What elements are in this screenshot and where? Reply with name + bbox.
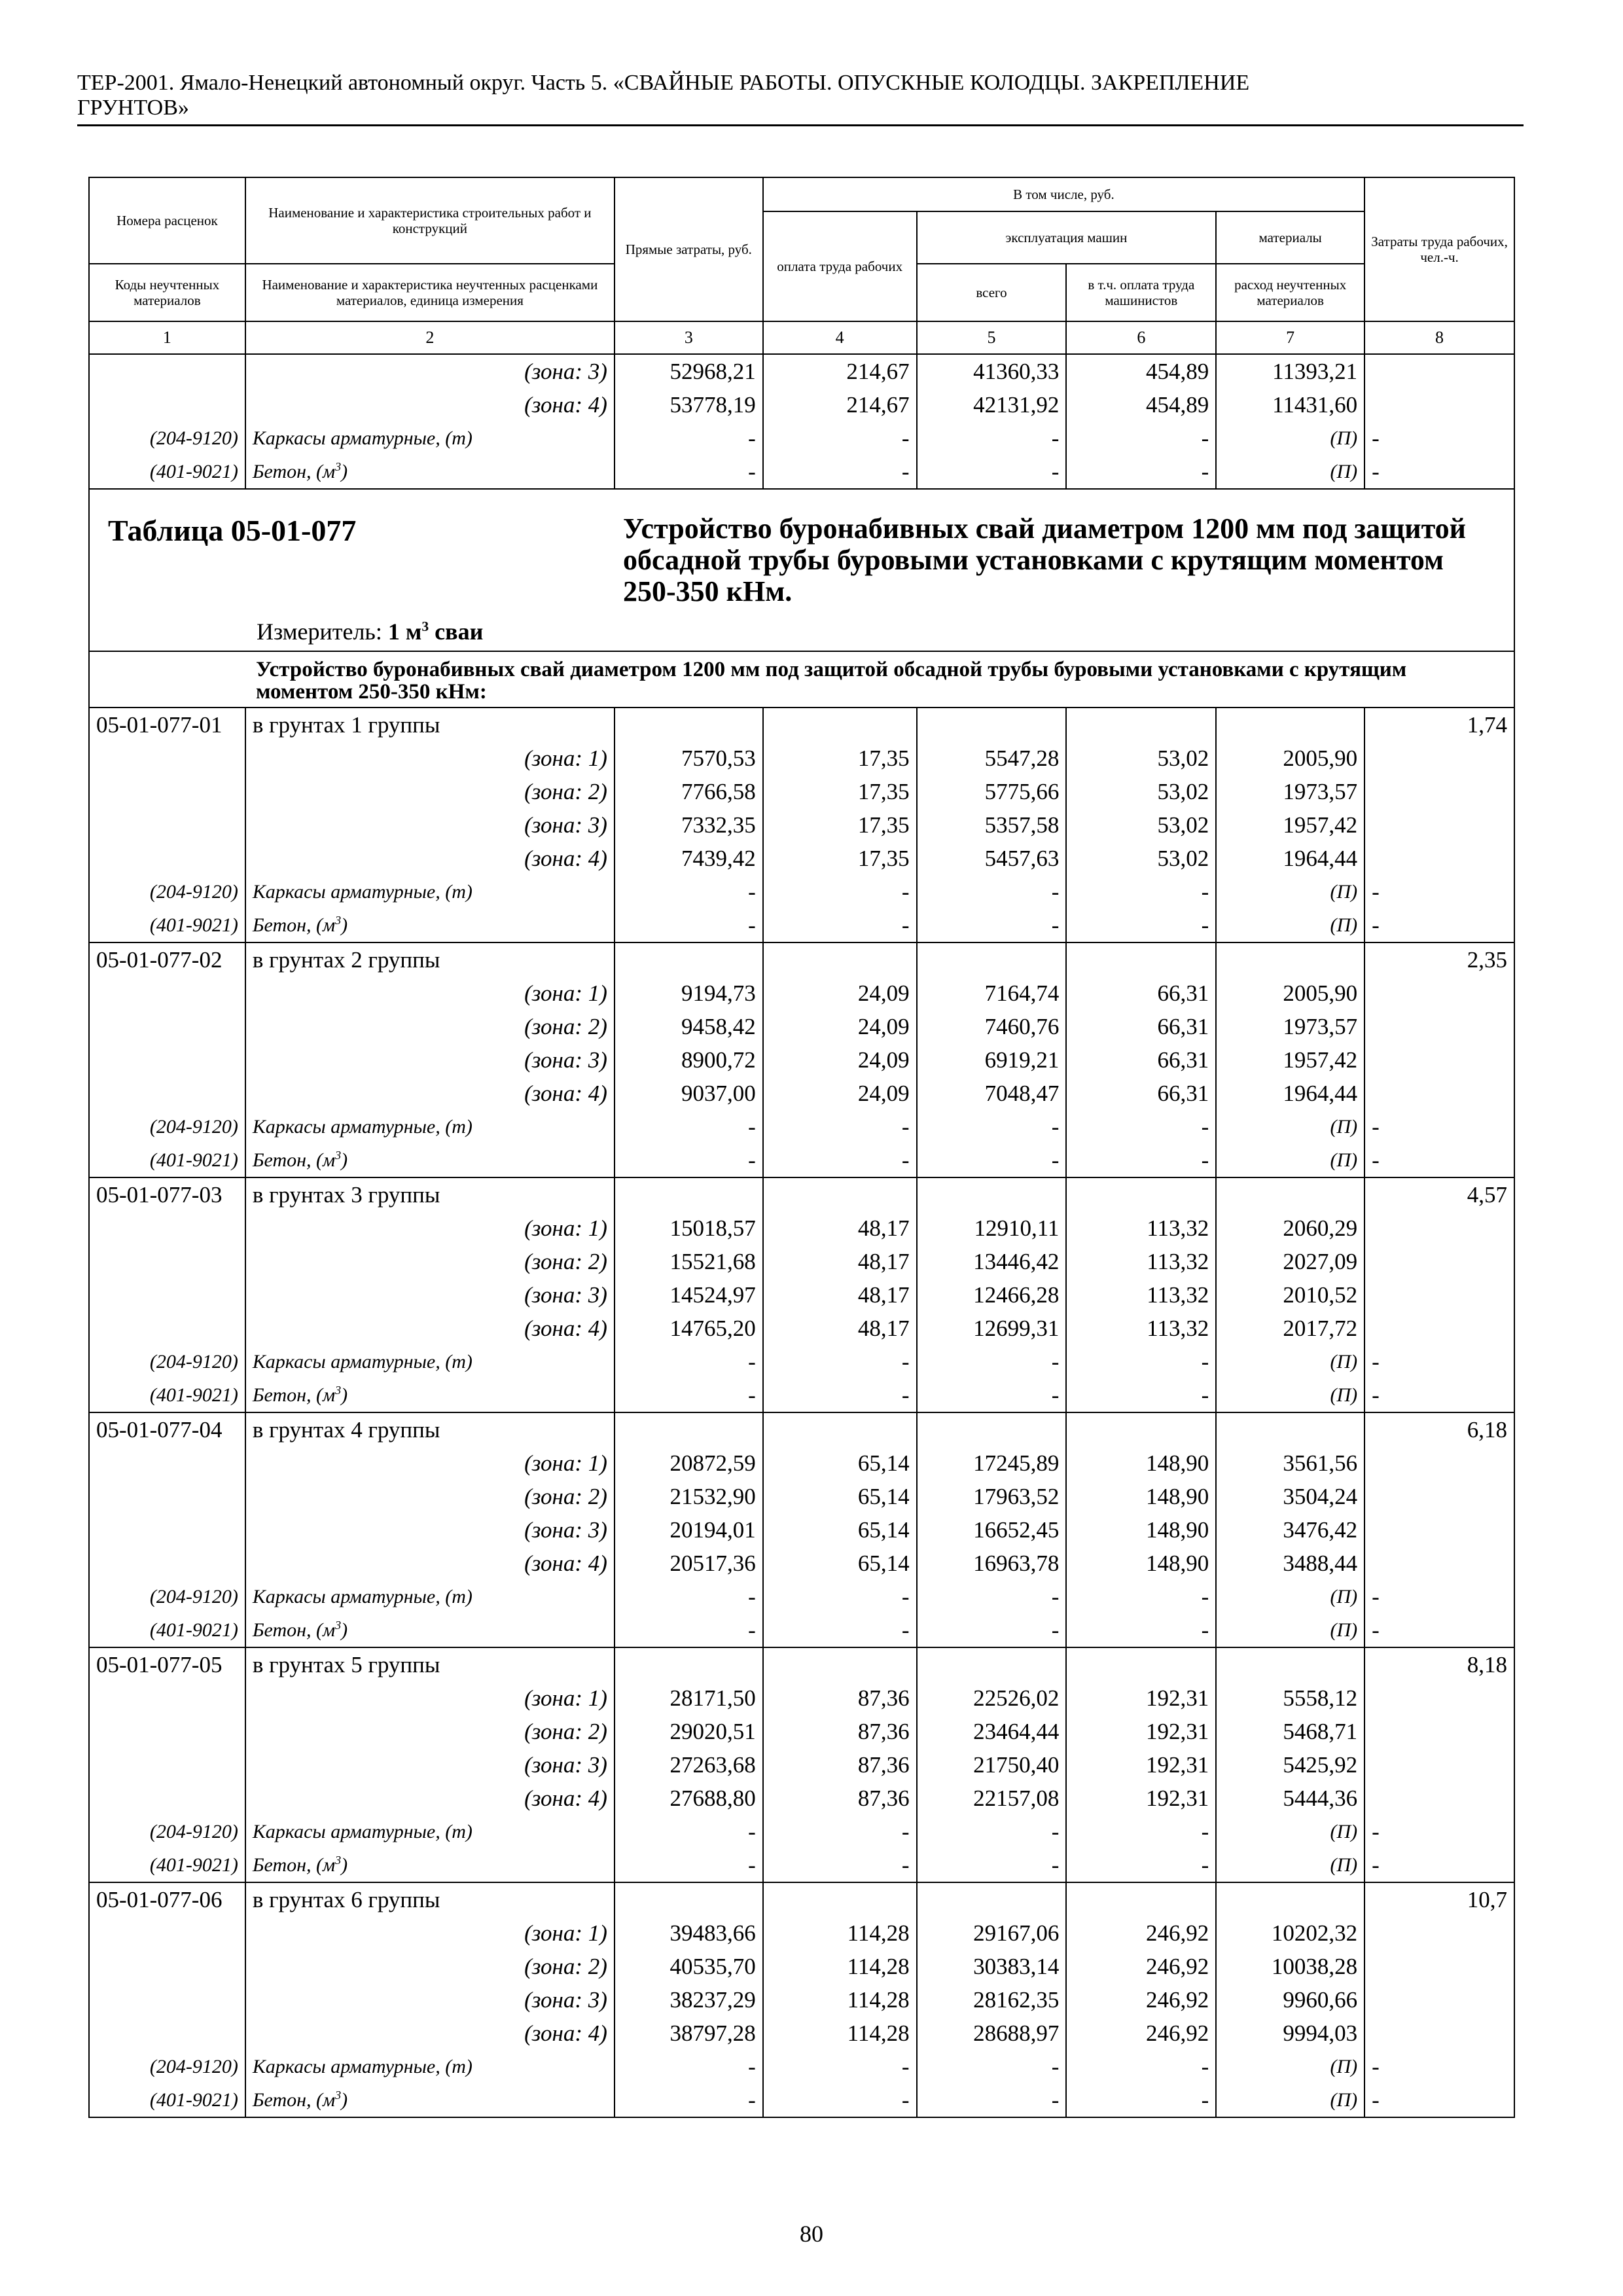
machinist-pay-cell: 148,90 [1066,1480,1216,1513]
measure-unit: Измеритель: 1 $м^3$ сваи [257,619,484,645]
zone-label: (зона: 4) [245,1077,615,1110]
header-machines: эксплуатация машин [917,211,1217,264]
materials-cell: 3476,42 [1216,1513,1364,1547]
zone-row [89,1010,1514,1043]
direct-costs-cell: 52968,21 [615,354,763,388]
machines-total-cell: 6919,21 [917,1043,1067,1077]
table-body [89,354,1514,2117]
zone-row [89,1211,1514,1245]
worker-pay-cell: 214,67 [763,354,917,388]
worker-pay-cell: 17,35 [763,742,917,775]
direct-costs-cell: 27688,80 [615,1782,763,1815]
zone-label: (зона: 2) [245,1715,615,1748]
material-code: (204-9120) [89,1580,245,1613]
zone-label: (зона: 1) [245,742,615,775]
column-number: 5 [917,321,1067,354]
header-material-consumption: расход неучтенных материалов [1216,264,1364,321]
zone-row [89,1916,1514,1950]
machinist-pay-cell: 66,31 [1066,1077,1216,1110]
machinist-pay-cell: 454,89 [1066,354,1216,388]
zone-row [89,1715,1514,1748]
machinist-pay-cell: 192,31 [1066,1748,1216,1782]
zone-label: (зона: 4) [245,842,615,875]
material-row: (204-9120) Каркасы арматурные, (т) - - - - (П) - [89,1110,1514,1143]
machines-total-cell: 12699,31 [917,1312,1067,1345]
worker-pay-cell: 214,67 [763,388,917,422]
worker-pay-cell: 87,36 [763,1681,917,1715]
materials-cell: 1973,57 [1216,1010,1364,1043]
materials-cell: 10202,32 [1216,1916,1364,1950]
worker-pay-cell: 65,14 [763,1446,917,1480]
zone-row [89,842,1514,875]
machines-total-cell: 5457,63 [917,842,1067,875]
column-number: 8 [1364,321,1514,354]
zone-label: (зона: 2) [245,1245,615,1278]
material-name: Каркасы арматурные, (т) [245,422,615,455]
table-head [89,177,1514,354]
table-label: Таблица 05-01-077 [108,514,357,547]
zone-label: (зона: 3) [245,1513,615,1547]
zone-row [89,1245,1514,1278]
machinist-pay-cell: 53,02 [1066,742,1216,775]
material-name: Бетон, $(м^3)$ [245,455,615,489]
header-material-codes: Коды неучтенных материалов [89,264,245,321]
materials-cell: 2005,90 [1216,977,1364,1010]
material-row: (204-9120) Каркасы арматурные, (т) - - - - (П) - [89,422,1514,455]
worker-pay-cell: 65,14 [763,1480,917,1513]
page-number: 80 [800,2221,823,2247]
rate-row [89,1882,1514,1916]
material-code: (401-9021) [89,455,245,489]
material-row: (401-9021) Бетон, $(м^3)$ - - - - (П) - [89,1143,1514,1177]
material-code: (401-9021) [89,908,245,942]
zone-label: (зона: 2) [245,775,615,808]
zone-label: (зона: 3) [245,1748,615,1782]
material-code: (204-9120) [89,1815,245,1848]
material-name: Каркасы арматурные, (т) [245,1580,615,1613]
zone-label: (зона: 1) [245,1916,615,1950]
direct-costs-cell: 20517,36 [615,1547,763,1580]
zone-label: (зона: 3) [245,1278,615,1312]
machines-total-cell: 7460,76 [917,1010,1067,1043]
rate-row [89,1412,1514,1446]
machines-total-cell: 42131,92 [917,388,1067,422]
direct-costs-cell: 7766,58 [615,775,763,808]
rate-row [89,1647,1514,1681]
zone-row [89,1043,1514,1077]
machinist-pay-cell: 113,32 [1066,1278,1216,1312]
rate-code: 05-01-077-01 [89,708,245,742]
rate-row [89,1177,1514,1211]
header-direct-costs: Прямые затраты, руб. [615,177,763,321]
direct-costs-cell: 14765,20 [615,1312,763,1345]
direct-costs-cell: 7439,42 [615,842,763,875]
header-labor-costs: Затраты труда рабочих, чел.-ч. [1364,177,1514,321]
rate-name: в грунтах 1 группы [245,708,615,742]
material-name: Каркасы арматурные, (т) [245,875,615,908]
worker-pay-cell: 48,17 [763,1211,917,1245]
header-materials: материалы [1216,211,1364,264]
materials-cell: 11393,21 [1216,354,1364,388]
rate-row [89,708,1514,742]
zone-row [89,2017,1514,2050]
header-line-1: ТЕР-2001. Ямало-Ненецкий автономный округ. Часть 5. «СВАЙНЫЕ РАБОТЫ. ОПУСКНЫЕ КОЛОДЦЫ. ЗАКРЕПЛЕНИЕ [77,71,1250,95]
materials-cell: 2060,29 [1216,1211,1364,1245]
labor-cost-cell: 4,57 [1364,1177,1514,1211]
zone-label: (зона: 3) [245,1043,615,1077]
direct-costs-cell: 38797,28 [615,2017,763,2050]
machines-total-cell: 28688,97 [917,2017,1067,2050]
worker-pay-cell: 24,09 [763,977,917,1010]
zone-label: (зона: 4) [245,1312,615,1345]
machines-total-cell: 5775,66 [917,775,1067,808]
materials-cell: 1957,42 [1216,808,1364,842]
direct-costs-cell: 21532,90 [615,1480,763,1513]
direct-costs-cell: 7332,35 [615,808,763,842]
material-code: (401-9021) [89,2083,245,2117]
zone-row [89,1782,1514,1815]
zone-row [89,775,1514,808]
table-description: Устройство буронабивных свай диаметром 1200 мм под защитой обсадной трубы буровыми установками с крутящим моментом 250-350 кНм: [89,651,1514,708]
material-code: (401-9021) [89,1143,245,1177]
material-code: (204-9120) [89,422,245,455]
worker-pay-cell: 114,28 [763,1983,917,2017]
material-row: (401-9021) Бетон, $(м^3)$ - - - - (П) - [89,1613,1514,1647]
header-worker-pay: оплата труда рабочих [763,211,917,321]
direct-costs-cell: 14524,97 [615,1278,763,1312]
machines-total-cell: 12910,11 [917,1211,1067,1245]
machines-total-cell: 5357,58 [917,808,1067,842]
worker-pay-cell: 17,35 [763,775,917,808]
rate-code: 05-01-077-03 [89,1177,245,1211]
material-row: (204-9120) Каркасы арматурные, (т) - - - - (П) - [89,1815,1514,1848]
header-rate-numbers: Номера расценок [89,177,245,264]
direct-costs-cell: 9037,00 [615,1077,763,1110]
rate-code: 05-01-077-02 [89,942,245,977]
zone-row [89,354,1514,388]
material-row: (204-9120) Каркасы арматурные, (т) - - - - (П) - [89,1345,1514,1378]
material-row: (204-9120) Каркасы арматурные, (т) - - - - (П) - [89,2050,1514,2083]
material-code: (401-9021) [89,1613,245,1647]
materials-cell: 1973,57 [1216,775,1364,808]
machines-total-cell: 7164,74 [917,977,1067,1010]
materials-cell: 1964,44 [1216,842,1364,875]
machines-total-cell: 12466,28 [917,1278,1067,1312]
machinist-pay-cell: 113,32 [1066,1312,1216,1345]
materials-cell: 9994,03 [1216,2017,1364,2050]
worker-pay-cell: 17,35 [763,842,917,875]
zone-row [89,388,1514,422]
direct-costs-cell: 40535,70 [615,1950,763,1983]
machinist-pay-cell: 113,32 [1066,1211,1216,1245]
machinist-pay-cell: 246,92 [1066,1983,1216,2017]
machinist-pay-cell: 53,02 [1066,808,1216,842]
rate-name: в грунтах 3 группы [245,1177,615,1211]
material-row: (401-9021) Бетон, $(м^3)$ - - - - (П) - [89,2083,1514,2117]
machinist-pay-cell: 148,90 [1066,1547,1216,1580]
worker-pay-cell: 65,14 [763,1547,917,1580]
direct-costs-cell: 27263,68 [615,1748,763,1782]
table-title: Устройство буронабивных свай диаметром 1200 мм под защитой обсадной трубы буровыми установками с крутящим моментом 250-350 кНм. [623,512,1466,607]
worker-pay-cell: 65,14 [763,1513,917,1547]
worker-pay-cell: 48,17 [763,1245,917,1278]
zone-label: (зона: 3) [245,1983,615,2017]
materials-cell: 9960,66 [1216,1983,1364,2017]
rate-name: в грунтах 6 группы [245,1882,615,1916]
materials-cell: 3488,44 [1216,1547,1364,1580]
zone-label: (зона: 2) [245,1480,615,1513]
worker-pay-cell: 24,09 [763,1043,917,1077]
material-code: (204-9120) [89,1110,245,1143]
zone-label: (зона: 1) [245,1446,615,1480]
worker-pay-cell: 48,17 [763,1312,917,1345]
material-row: (204-9120) Каркасы арматурные, (т) - - - - (П) - [89,875,1514,908]
machinist-pay-cell: 66,31 [1066,1043,1216,1077]
materials-cell: 5468,71 [1216,1715,1364,1748]
material-row: (204-9120) Каркасы арматурные, (т) - - - - (П) - [89,1580,1514,1613]
direct-costs-cell: 39483,66 [615,1916,763,1950]
machinist-pay-cell: 246,92 [1066,1916,1216,1950]
zone-row [89,808,1514,842]
worker-pay-cell: 87,36 [763,1715,917,1748]
material-row: (401-9021) Бетон, $(м^3)$ - - - - (П) - [89,1848,1514,1882]
worker-pay-cell: 17,35 [763,808,917,842]
rate-code: 05-01-077-04 [89,1412,245,1446]
machinist-pay-cell: 192,31 [1066,1715,1216,1748]
zone-label: (зона: 2) [245,1950,615,1983]
material-name: Бетон, $(м^3)$ [245,1613,615,1647]
worker-pay-cell: 114,28 [763,2017,917,2050]
zone-label: (зона: 1) [245,1211,615,1245]
header-line-2: ГРУНТОВ» [77,96,189,120]
machines-total-cell: 7048,47 [917,1077,1067,1110]
direct-costs-cell: 28171,50 [615,1681,763,1715]
material-name: Бетон, $(м^3)$ [245,1378,615,1412]
zone-row [89,1077,1514,1110]
zone-label: (зона: 1) [245,977,615,1010]
material-name: Бетон, $(м^3)$ [245,1848,615,1882]
worker-pay-cell: 24,09 [763,1010,917,1043]
material-name: Каркасы арматурные, (т) [245,2050,615,2083]
machines-total-cell: 16963,78 [917,1547,1067,1580]
materials-cell: 11431,60 [1216,388,1364,422]
machinist-pay-cell: 113,32 [1066,1245,1216,1278]
labor-cost-cell: 6,18 [1364,1412,1514,1446]
worker-pay-cell: 114,28 [763,1950,917,1983]
zone-row [89,1480,1514,1513]
material-row: (401-9021) Бетон, $(м^3)$ - - - - (П) - [89,455,1514,489]
material-code: (204-9120) [89,2050,245,2083]
labor-cost-cell: 1,74 [1364,708,1514,742]
machines-total-cell: 29167,06 [917,1916,1067,1950]
machines-total-cell: 22526,02 [917,1681,1067,1715]
zone-row [89,1446,1514,1480]
machines-total-cell: 23464,44 [917,1715,1067,1748]
worker-pay-cell: 114,28 [763,1916,917,1950]
direct-costs-cell: 15018,57 [615,1211,763,1245]
zone-row [89,1950,1514,1983]
machinist-pay-cell: 66,31 [1066,1010,1216,1043]
materials-cell: 1964,44 [1216,1077,1364,1110]
machinist-pay-cell: 192,31 [1066,1681,1216,1715]
material-code: (204-9120) [89,1345,245,1378]
labor-cost-cell: 10,7 [1364,1882,1514,1916]
zone-row [89,1312,1514,1345]
worker-pay-cell: 24,09 [763,1077,917,1110]
materials-cell: 5425,92 [1216,1748,1364,1782]
machines-total-cell: 17245,89 [917,1446,1067,1480]
column-number: 1 [89,321,245,354]
zone-row [89,742,1514,775]
worker-pay-cell: 87,36 [763,1748,917,1782]
header-machinist-pay: в т.ч. оплата труда машинистов [1066,264,1216,321]
column-number: 4 [763,321,917,354]
machines-total-cell: 16652,45 [917,1513,1067,1547]
material-code: (401-9021) [89,1848,245,1882]
material-code: (204-9120) [89,875,245,908]
machines-total-cell: 17963,52 [917,1480,1067,1513]
labor-cost-cell: 2,35 [1364,942,1514,977]
column-number: 7 [1216,321,1364,354]
rate-name: в грунтах 5 группы [245,1647,615,1681]
materials-cell: 3504,24 [1216,1480,1364,1513]
materials-cell: 2027,09 [1216,1245,1364,1278]
material-row: (401-9021) Бетон, $(м^3)$ - - - - (П) - [89,908,1514,942]
machinist-pay-cell: 148,90 [1066,1446,1216,1480]
direct-costs-cell: 20872,59 [615,1446,763,1480]
zone-row [89,1278,1514,1312]
rate-name: в грунтах 2 группы [245,942,615,977]
zone-row [89,1983,1514,2017]
machines-total-cell: 22157,08 [917,1782,1067,1815]
worker-pay-cell: 87,36 [763,1782,917,1815]
header-work-name: Наименование и характеристика строительных работ и конструкций [245,177,615,264]
machinist-pay-cell: 148,90 [1066,1513,1216,1547]
material-name: Бетон, $(м^3)$ [245,2083,615,2117]
direct-costs-cell: 8900,72 [615,1043,763,1077]
table-title-row [89,489,1514,651]
machinist-pay-cell: 454,89 [1066,388,1216,422]
material-name: Бетон, $(м^3)$ [245,1143,615,1177]
zone-label: (зона: 4) [245,1547,615,1580]
material-row: (401-9021) Бетон, $(м^3)$ - - - - (П) - [89,1378,1514,1412]
material-name: Каркасы арматурные, (т) [245,1815,615,1848]
material-code: (401-9021) [89,1378,245,1412]
machinist-pay-cell: 192,31 [1066,1782,1216,1815]
zone-label: (зона: 4) [245,388,615,422]
zone-row [89,1748,1514,1782]
direct-costs-cell: 38237,29 [615,1983,763,2017]
column-number: 3 [615,321,763,354]
material-name: Бетон, $(м^3)$ [245,908,615,942]
direct-costs-cell: 15521,68 [615,1245,763,1278]
machines-total-cell: 5547,28 [917,742,1067,775]
worker-pay-cell: 48,17 [763,1278,917,1312]
materials-cell: 3561,56 [1216,1446,1364,1480]
zone-label: (зона: 3) [245,808,615,842]
materials-cell: 10038,28 [1216,1950,1364,1983]
zone-label: (зона: 3) [245,354,615,388]
zone-row [89,1513,1514,1547]
machinist-pay-cell: 53,02 [1066,775,1216,808]
machines-total-cell: 21750,40 [917,1748,1067,1782]
materials-cell: 2010,52 [1216,1278,1364,1312]
machines-total-cell: 13446,42 [917,1245,1067,1278]
rate-code: 05-01-077-06 [89,1882,245,1916]
machinist-pay-cell: 246,92 [1066,1950,1216,1983]
header-in-that: В том числе, руб. [763,177,1364,211]
zone-row [89,977,1514,1010]
machinist-pay-cell: 246,92 [1066,2017,1216,2050]
zone-label: (зона: 1) [245,1681,615,1715]
materials-cell: 1957,42 [1216,1043,1364,1077]
machines-total-cell: 41360,33 [917,354,1067,388]
zone-label: (зона: 4) [245,1782,615,1815]
direct-costs-cell: 53778,19 [615,388,763,422]
zone-row [89,1547,1514,1580]
direct-costs-cell: 20194,01 [615,1513,763,1547]
header-material-names: Наименование и характеристика неучтенных расценками материалов, единица измерения [245,264,615,321]
rate-code: 05-01-077-05 [89,1647,245,1681]
zone-label: (зона: 4) [245,2017,615,2050]
machinist-pay-cell: 53,02 [1066,842,1216,875]
material-name: Каркасы арматурные, (т) [245,1110,615,1143]
direct-costs-cell: 29020,51 [615,1715,763,1748]
direct-costs-cell: 9194,73 [615,977,763,1010]
materials-cell: 5558,12 [1216,1681,1364,1715]
materials-cell: 2005,90 [1216,742,1364,775]
rates-table [88,177,1515,2118]
column-number: 6 [1066,321,1216,354]
machinist-pay-cell: 66,31 [1066,977,1216,1010]
machines-total-cell: 30383,14 [917,1950,1067,1983]
material-name: Каркасы арматурные, (т) [245,1345,615,1378]
table-description-row [89,651,1514,708]
direct-costs-cell: 9458,42 [615,1010,763,1043]
zone-row [89,1681,1514,1715]
materials-cell: 5444,36 [1216,1782,1364,1815]
rate-row [89,942,1514,977]
labor-cost-cell: 8,18 [1364,1647,1514,1681]
zone-label: (зона: 2) [245,1010,615,1043]
column-number: 2 [245,321,615,354]
rate-name: в грунтах 4 группы [245,1412,615,1446]
machines-total-cell: 28162,35 [917,1983,1067,2017]
header-machines-total: всего [917,264,1067,321]
direct-costs-cell: 7570,53 [615,742,763,775]
materials-cell: 2017,72 [1216,1312,1364,1345]
document-header [77,71,1524,126]
